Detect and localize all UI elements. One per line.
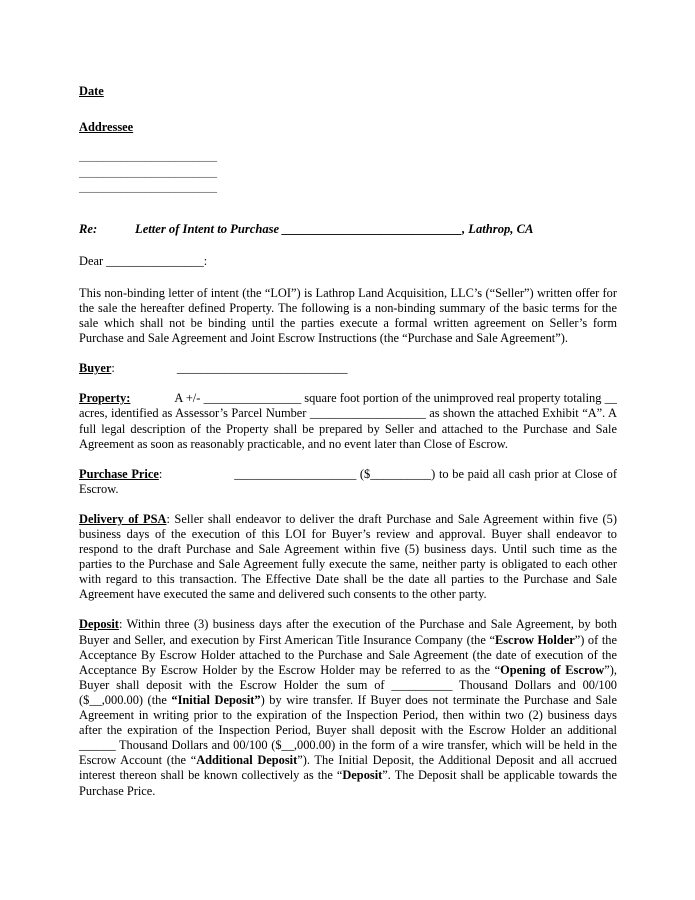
buyer-blank: ____________________________: [176, 361, 348, 376]
date-block: [79, 84, 617, 99]
deposit-text-2: ”) of the Acceptance By Escrow Holder attached to the Purchase and Sale Agreement (the date of execution of the Acceptance By Escrow Holder by the Escrow Holder may be referred to as the “: [79, 632, 617, 677]
deposit-text-6: Thousand Dollars and 00/100 ($__,000.00) in the form of a wire transfer, which will be held in the Escrow Account (the “: [79, 738, 617, 768]
buyer-heading: Buyer: [79, 361, 112, 376]
purchase-price-text-2: ) to be paid all cash prior at Close of Escrow.: [79, 466, 617, 496]
salutation-colon: :: [203, 253, 208, 268]
property-blank-2: ___________________: [309, 406, 426, 421]
re-subject-suffix: , Lathrop, CA: [462, 221, 534, 236]
delivery-of-psa-heading: Delivery of PSA: [79, 511, 167, 526]
re-subject-blank: _____________________________: [282, 221, 462, 236]
property-section: [79, 391, 617, 451]
purchase-price-blank-2: __________: [370, 466, 432, 481]
deposit-text-3: ”), Buyer shall deposit with the Escrow Holder the sum of: [79, 662, 617, 692]
deposit-blank-1: __________: [391, 677, 453, 692]
re-line: [79, 222, 617, 237]
date-label: Date: [79, 84, 104, 98]
buyer-section: [79, 361, 617, 376]
delivery-of-psa-colon: :: [166, 511, 170, 526]
deposit-section: [79, 617, 617, 798]
re-label: Re:: [79, 221, 98, 236]
property-heading: Property:: [79, 391, 131, 406]
term-opening-of-escrow: Opening of Escrow: [500, 662, 605, 677]
deposit-colon: :: [118, 617, 123, 632]
deposit-text-5: ) by wire transfer. If Buyer does not terminate the Purchase and Sale Agreement in writing prior to the expiration of the Inspection Period, then within two (2) business days after the expiration of the Inspection Period, Buyer shall deposit with the Escrow Holder an additional: [79, 692, 617, 738]
re-subject-prefix: Letter of Intent to Purchase: [135, 221, 283, 236]
purchase-price-text-1: ($: [356, 466, 371, 481]
property-text-2: square foot portion of the unimproved real property totaling __ acres, identified as Assessor’s Parcel Number: [79, 391, 617, 421]
purchase-price-blank-1: ____________________: [234, 466, 357, 481]
address-line-1: _______________________: [79, 149, 217, 164]
deposit-text-8: ”. The Deposit shall be applicable towards the Purchase Price.: [79, 768, 617, 798]
purchase-price-heading: Purchase Price: [79, 466, 159, 481]
salutation-line: [79, 254, 617, 269]
property-text-3: as shown the attached Exhibit “A”. A full legal description of the Property shall be prepared by Seller and attached to the Purchase and Sale Agreement as soon as reasonably practicable, and no event later than Close of Escrow.: [79, 406, 617, 451]
purchase-price-section: [79, 467, 617, 497]
addressee-block: [79, 120, 617, 135]
addressee-blank-lines: [79, 149, 617, 196]
address-line-3: _______________________: [79, 180, 217, 195]
term-deposit: Deposit: [342, 768, 383, 783]
salutation-blank: ________________: [106, 253, 204, 268]
term-initial-deposit: “Initial Deposit”: [171, 692, 261, 707]
document-body: [79, 84, 617, 799]
address-line-2: _______________________: [79, 164, 217, 179]
deposit-heading: Deposit: [79, 617, 119, 632]
purchase-price-colon: :: [158, 466, 163, 481]
property-text-1: A +/-: [174, 391, 204, 406]
property-blank-1: ________________: [203, 391, 302, 406]
deposit-text-7: ”). The Initial Deposit, the Additional Deposit and all accrued interest thereon shall be known collectively as the “: [79, 753, 617, 783]
salutation-greeting: Dear: [79, 253, 107, 268]
intro-paragraph: This non-binding letter of intent (the “LOI”) is Lathrop Land Acquisition, LLC’s (“Seller”) written offer for the sale the hereafter defined Property. The following is a non-binding summary of the basic terms for the sale which shall not be binding until the parties execute a formal written agreement on Seller’s form Purchase and Sale Agreement and Joint Escrow Instructions (the “Purchase and Sale Agreement”).: [79, 285, 617, 346]
term-additional-deposit: Additional Deposit: [196, 753, 298, 768]
deposit-text-4: Thousand Dollars and 00/100 ($__,000.00) (the: [79, 677, 617, 707]
addressee-label: Addressee: [79, 120, 134, 135]
deposit-blank-2: ______: [79, 738, 116, 753]
term-escrow-holder: Escrow Holder: [494, 632, 575, 647]
buyer-colon: :: [111, 361, 115, 376]
deposit-text-1: Within three (3) business days after the execution of the Purchase and Sale Agreement, by both Buyer and Seller, and execution by First American Title Insurance Company (the “: [79, 617, 617, 647]
delivery-of-psa-section: [79, 512, 617, 603]
delivery-of-psa-text: Seller shall endeavor to deliver the draft Purchase and Sale Agreement within five (5) business days of the execution of this LOI for Buyer’s review and approval. Buyer shall endeavor to respond to the draft Purchase and Sale Agreement within five (5) business days. Until such time as the parties to the Purchase and Sale Agreement fully execute the same, neither party is obligated to each other with regard to this transaction. The Effective Date shall be the date all parties to the Purchase and Sale Agreement have executed the same and delivered such consents to the other party.: [79, 511, 617, 602]
